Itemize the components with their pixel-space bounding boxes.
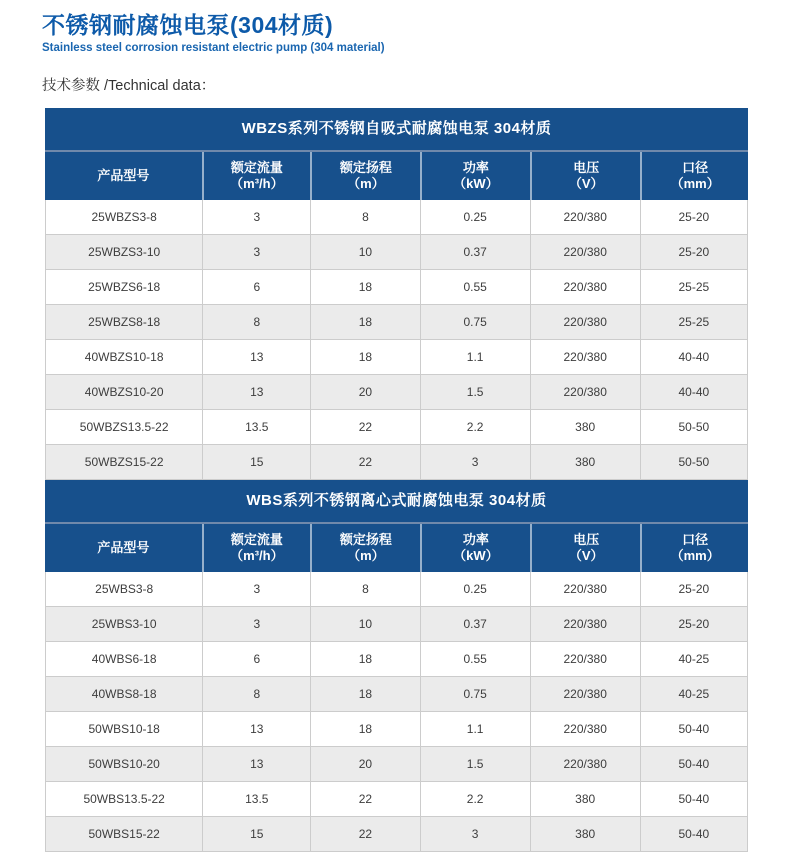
header-cell-name: 电压 xyxy=(573,159,600,175)
cell-value: 1.5 xyxy=(420,747,530,781)
table-row xyxy=(46,711,747,746)
cell-value: 6 xyxy=(202,270,310,304)
cell-value: 40-40 xyxy=(640,375,747,409)
cell-model: 25WBZS3-8 xyxy=(91,210,157,224)
cell-value: 220/380 xyxy=(530,712,640,746)
cell-model: 25WBZS8-18 xyxy=(88,315,161,329)
header-cell-unit: （m） xyxy=(347,548,385,563)
header-cell xyxy=(420,152,530,200)
cell-value: 13 xyxy=(202,712,310,746)
cell-value: 8 xyxy=(310,200,419,234)
header-cell-name: 额定扬程 xyxy=(339,531,392,547)
cell-value: 380 xyxy=(530,445,640,479)
cell-value: 0.25 xyxy=(420,200,530,234)
header-cell-unit: （mm） xyxy=(670,176,720,191)
table-row xyxy=(46,444,747,479)
header-cell xyxy=(530,152,640,200)
table-row xyxy=(46,374,747,409)
header-cell-name: 功率 xyxy=(462,531,489,547)
header-cell-unit: （m） xyxy=(347,176,385,191)
cell-value: 0.25 xyxy=(420,572,530,606)
cell-value: 13 xyxy=(202,747,310,781)
cell-value: 8 xyxy=(202,305,310,339)
cell-model: 25WBS3-8 xyxy=(95,582,154,596)
header-cell-unit: （V） xyxy=(568,548,604,563)
spec-table-2 xyxy=(45,480,748,852)
cell-value: 2.2 xyxy=(420,410,530,444)
cell-model: 40WBZS10-20 xyxy=(84,385,164,399)
cell-value: 0.55 xyxy=(420,270,530,304)
cell-value: 25-20 xyxy=(640,572,747,606)
cell-value: 13.5 xyxy=(202,410,310,444)
cell-value: 380 xyxy=(530,817,640,851)
table-row xyxy=(46,641,747,676)
cell-value: 50-40 xyxy=(640,782,747,816)
table-body xyxy=(45,200,748,480)
header-cell-unit: （m³/h） xyxy=(230,176,284,191)
cell-value: 3 xyxy=(202,572,310,606)
cell-value: 40-40 xyxy=(640,340,747,374)
cell-value: 20 xyxy=(310,747,419,781)
cell-value: 0.37 xyxy=(420,607,530,641)
cell-value: 13 xyxy=(202,340,310,374)
cell-value: 22 xyxy=(310,782,419,816)
table-row xyxy=(46,781,747,816)
table-row xyxy=(46,572,747,606)
cell-value: 6 xyxy=(202,642,310,676)
table-title: WBS系列不锈钢离心式耐腐蚀电泵 304材质 xyxy=(45,480,748,522)
header-cell-name: 产品型号 xyxy=(97,167,150,183)
cell-value: 50-50 xyxy=(640,410,747,444)
cell-model: 40WBS6-18 xyxy=(91,652,157,666)
cell-value: 0.75 xyxy=(420,305,530,339)
cell-value: 3 xyxy=(202,607,310,641)
cell-value: 8 xyxy=(310,572,419,606)
cell-model: 50WBS13.5-22 xyxy=(83,792,165,806)
header-cell-unit: （kW） xyxy=(453,176,499,191)
cell-value: 220/380 xyxy=(530,677,640,711)
cell-value: 3 xyxy=(202,200,310,234)
cell-model: 50WBS10-20 xyxy=(88,757,160,771)
cell-value: 220/380 xyxy=(530,340,640,374)
header-cell-name: 口径 xyxy=(682,159,709,175)
header-cell-name: 功率 xyxy=(462,159,489,175)
cell-value: 25-20 xyxy=(640,235,747,269)
page-subtitle: Stainless steel corrosion resistant electric pump (304 material) xyxy=(42,42,385,54)
table-row xyxy=(46,269,747,304)
cell-value: 3 xyxy=(202,235,310,269)
cell-value: 0.55 xyxy=(420,642,530,676)
cell-value: 380 xyxy=(530,782,640,816)
cell-value: 50-40 xyxy=(640,712,747,746)
header-cell-unit: （kW） xyxy=(453,548,499,563)
cell-value: 220/380 xyxy=(530,747,640,781)
header-cell-name: 额定扬程 xyxy=(339,159,392,175)
cell-model: 25WBS3-10 xyxy=(91,617,157,631)
cell-value: 18 xyxy=(310,270,419,304)
header-cell xyxy=(45,524,202,572)
cell-value: 22 xyxy=(310,817,419,851)
cell-model: 25WBZS6-18 xyxy=(88,280,161,294)
cell-value: 50-40 xyxy=(640,747,747,781)
table-row xyxy=(46,606,747,641)
cell-value: 0.75 xyxy=(420,677,530,711)
header-cell xyxy=(310,152,420,200)
header-cell xyxy=(420,524,530,572)
cell-model: 50WBZS15-22 xyxy=(84,455,164,469)
cell-value: 50-40 xyxy=(640,817,747,851)
cell-model: 40WBS8-18 xyxy=(91,687,157,701)
table-row xyxy=(46,304,747,339)
cell-value: 0.37 xyxy=(420,235,530,269)
cell-value: 15 xyxy=(202,817,310,851)
cell-value: 1.1 xyxy=(420,340,530,374)
header-cell-name: 额定流量 xyxy=(230,159,283,175)
header-cell-name: 额定流量 xyxy=(230,531,283,547)
cell-value: 220/380 xyxy=(530,607,640,641)
page-title: 不锈钢耐腐蚀电泵(304材质) xyxy=(42,12,334,38)
cell-model: 50WBS15-22 xyxy=(88,827,160,841)
header-cell-name: 产品型号 xyxy=(97,539,150,555)
cell-value: 2.2 xyxy=(420,782,530,816)
cell-value: 10 xyxy=(310,235,419,269)
cell-value: 1.5 xyxy=(420,375,530,409)
cell-value: 18 xyxy=(310,642,419,676)
cell-value: 25-20 xyxy=(640,200,747,234)
cell-model: 50WBS10-18 xyxy=(88,722,160,736)
cell-model: 40WBZS10-18 xyxy=(84,350,164,364)
cell-value: 18 xyxy=(310,340,419,374)
cell-value: 18 xyxy=(310,712,419,746)
header-cell-name: 电压 xyxy=(573,531,600,547)
table-row xyxy=(46,816,747,851)
cell-value: 50-50 xyxy=(640,445,747,479)
cell-value: 15 xyxy=(202,445,310,479)
cell-value: 18 xyxy=(310,677,419,711)
header-cell xyxy=(45,152,202,200)
header-cell xyxy=(640,152,748,200)
cell-value: 22 xyxy=(310,445,419,479)
cell-value: 10 xyxy=(310,607,419,641)
table-row xyxy=(46,234,747,269)
header-cell xyxy=(530,524,640,572)
cell-value: 13.5 xyxy=(202,782,310,816)
cell-value: 220/380 xyxy=(530,305,640,339)
cell-value: 8 xyxy=(202,677,310,711)
table-row xyxy=(46,339,747,374)
spec-table-1 xyxy=(45,108,748,480)
cell-value: 40-25 xyxy=(640,677,747,711)
cell-value: 22 xyxy=(310,410,419,444)
section-label: 技术参数 /Technical data： xyxy=(42,78,216,94)
cell-value: 220/380 xyxy=(530,200,640,234)
table-header-row xyxy=(45,522,748,572)
cell-value: 220/380 xyxy=(530,235,640,269)
table-row xyxy=(46,676,747,711)
cell-value: 25-20 xyxy=(640,607,747,641)
cell-value: 25-25 xyxy=(640,305,747,339)
cell-value: 380 xyxy=(530,410,640,444)
header-cell-unit: （mm） xyxy=(670,548,720,563)
table-row xyxy=(46,409,747,444)
table-body xyxy=(45,572,748,852)
cell-value: 220/380 xyxy=(530,270,640,304)
tables-container xyxy=(45,108,748,852)
cell-value: 13 xyxy=(202,375,310,409)
header-cell xyxy=(310,524,420,572)
header-cell-name: 口径 xyxy=(682,531,709,547)
cell-value: 20 xyxy=(310,375,419,409)
table-row xyxy=(46,746,747,781)
table-row xyxy=(46,200,747,234)
cell-model: 25WBZS3-10 xyxy=(88,245,161,259)
header-cell-unit: （m³/h） xyxy=(230,548,284,563)
cell-value: 25-25 xyxy=(640,270,747,304)
cell-model: 50WBZS13.5-22 xyxy=(79,420,169,434)
cell-value: 220/380 xyxy=(530,572,640,606)
cell-value: 3 xyxy=(420,445,530,479)
table-title: WBZS系列不锈钢自吸式耐腐蚀电泵 304材质 xyxy=(45,108,748,150)
header-cell xyxy=(640,524,748,572)
cell-value: 1.1 xyxy=(420,712,530,746)
cell-value: 3 xyxy=(420,817,530,851)
table-header-row xyxy=(45,150,748,200)
cell-value: 220/380 xyxy=(530,375,640,409)
cell-value: 220/380 xyxy=(530,642,640,676)
header-cell xyxy=(202,524,310,572)
header-cell xyxy=(202,152,310,200)
header-cell-unit: （V） xyxy=(568,176,604,191)
cell-value: 40-25 xyxy=(640,642,747,676)
cell-value: 18 xyxy=(310,305,419,339)
